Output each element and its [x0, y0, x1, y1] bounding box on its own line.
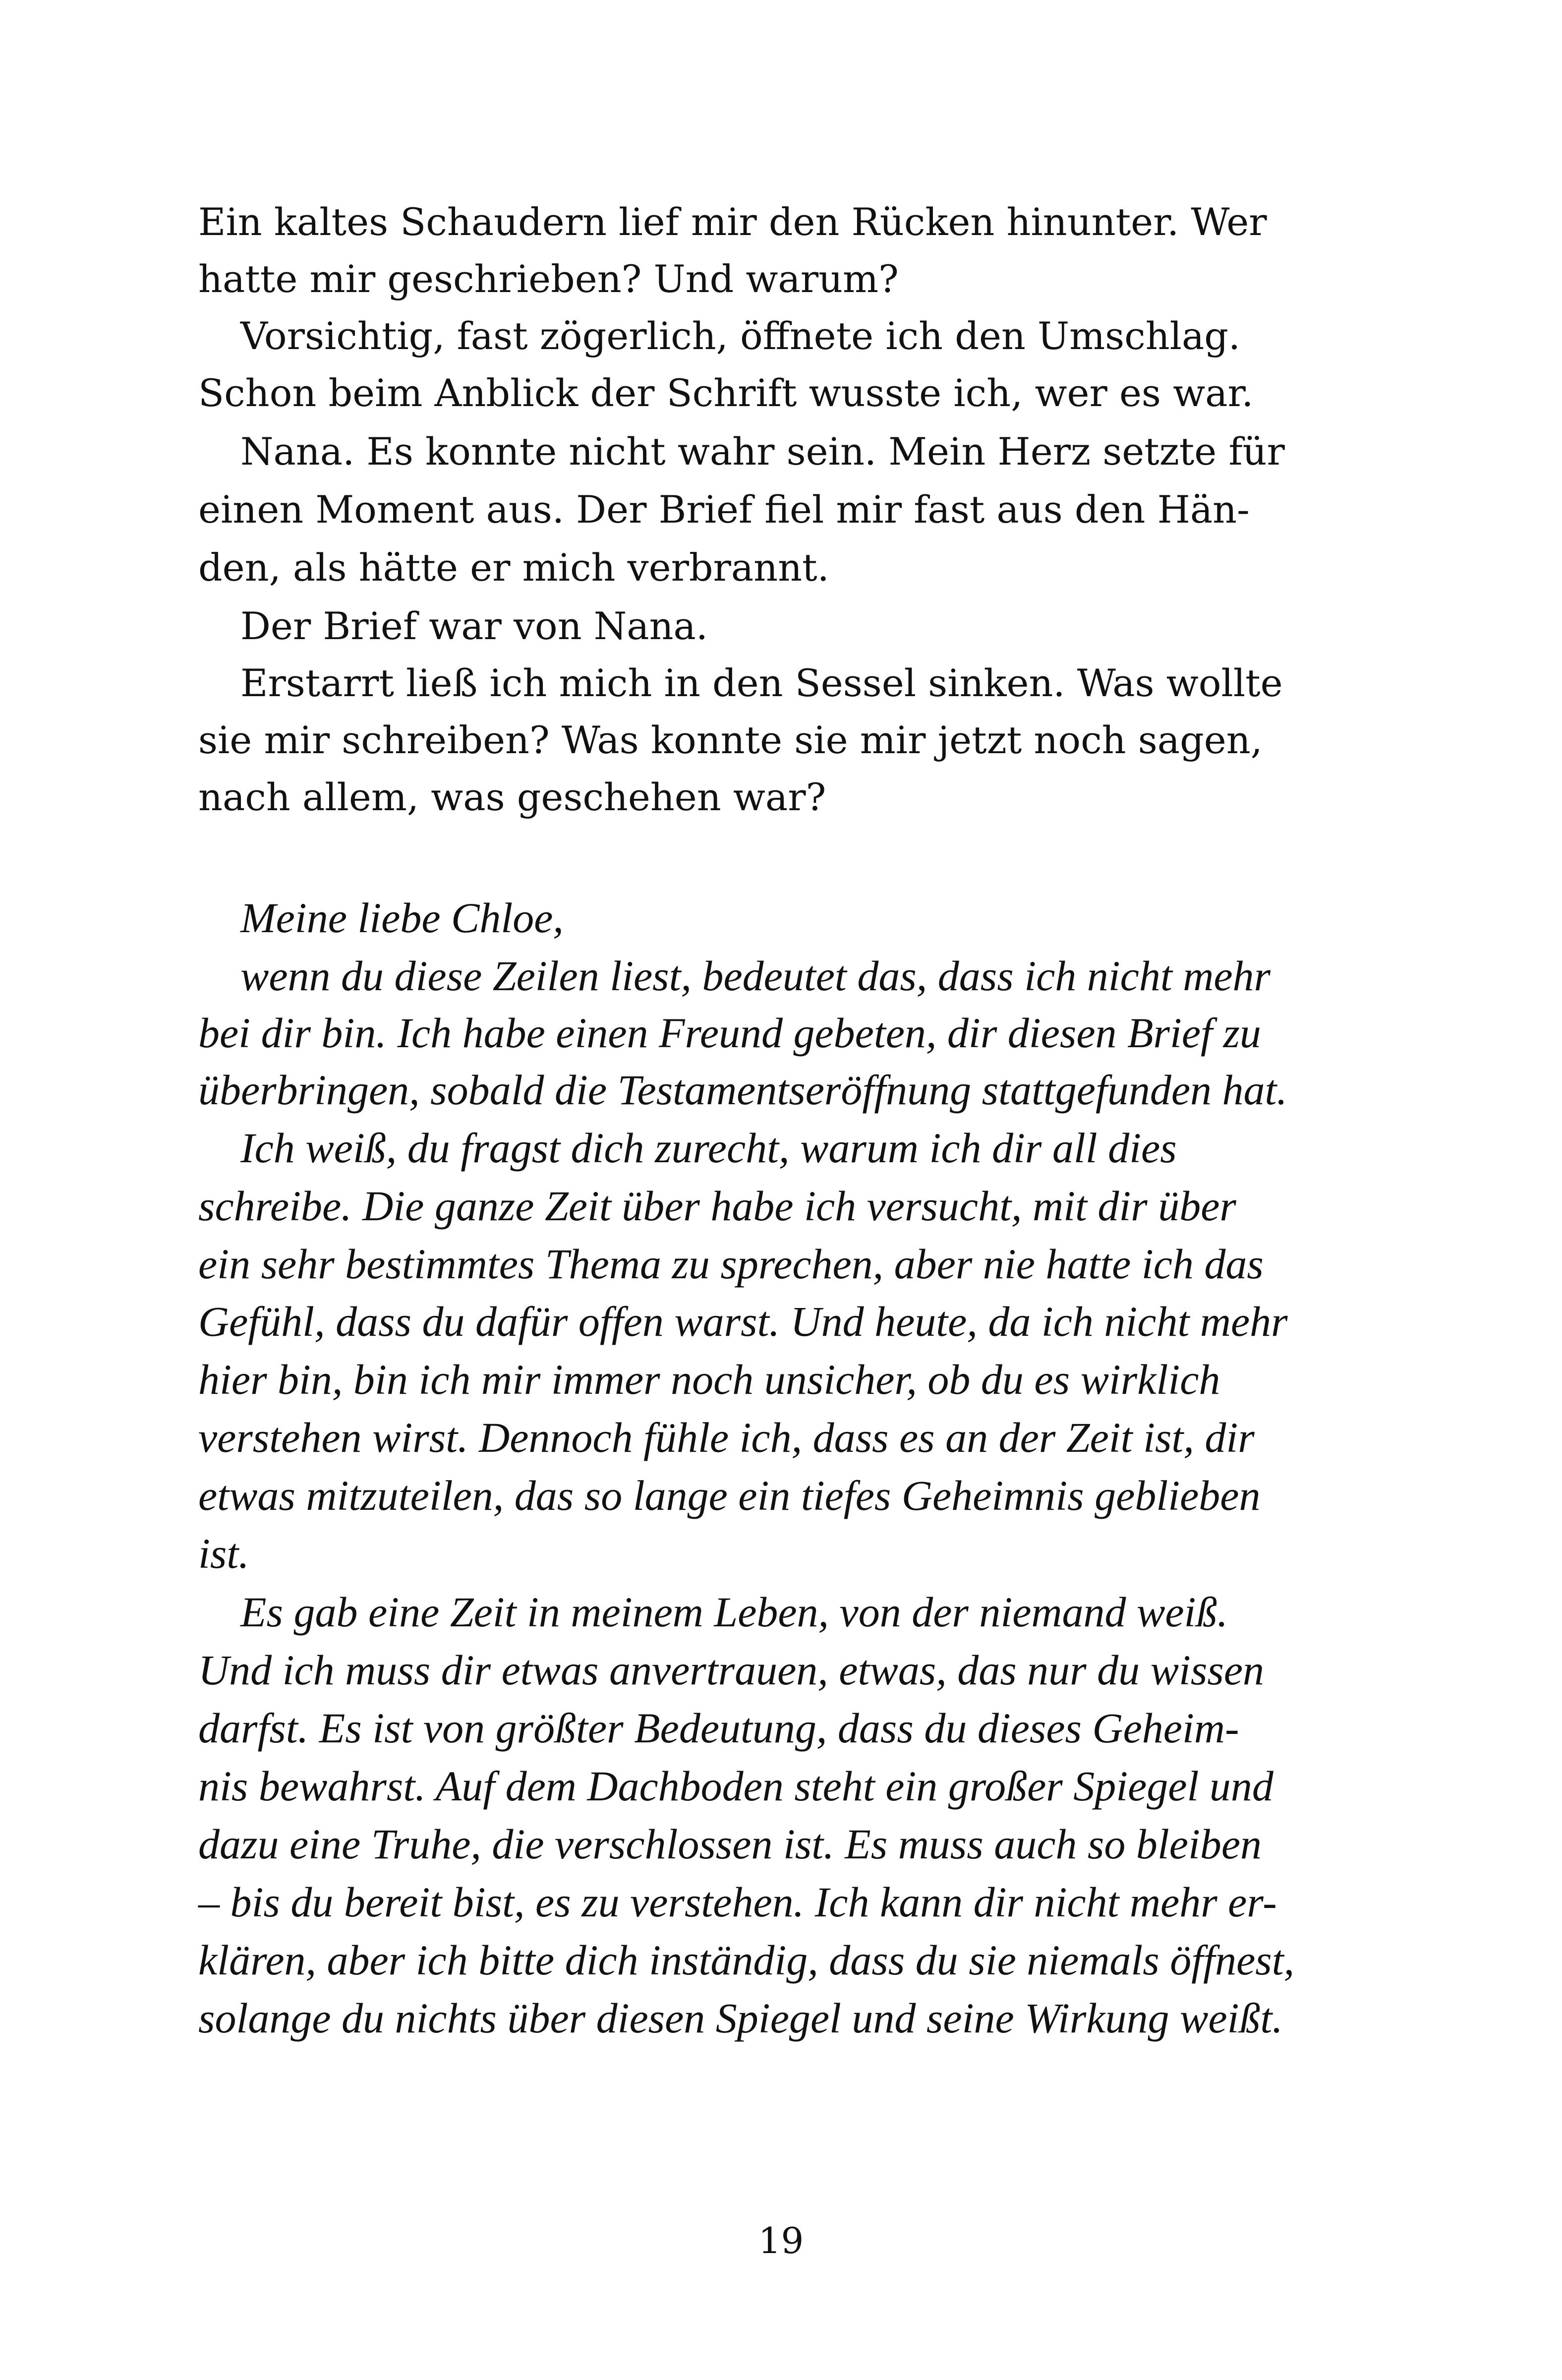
letter-line: etwas mitzuteilen, das so lange ein tiefes Geheimnis geblieben: [198, 1472, 1261, 1519]
narrative-line: sie mir schreiben? Was konnte sie mir jetzt noch sagen,: [198, 718, 1263, 762]
narrative-line: hatte mir geschrieben? Und warum?: [198, 257, 899, 301]
narrative-line: Vorsichtig, fast zögerlich, öffnete ich den Umschlag.: [240, 314, 1241, 358]
letter-line: Es gab eine Zeit in meinem Leben, von der niemand weiß.: [240, 1588, 1228, 1636]
narrative-line: den, als hätte er mich verbrannt.: [198, 545, 829, 590]
letter-line: ein sehr bestimmtes Thema zu sprechen, aber nie hatte ich das: [198, 1240, 1264, 1288]
page-number: 19: [758, 2220, 804, 2261]
narrative-line: Nana. Es konnte nicht wahr sein. Mein Herz setzte für: [240, 429, 1285, 474]
narrative-line: Erstarrt ließ ich mich in den Sessel sinken. Was wollte: [240, 661, 1283, 705]
narrative-line: Schon beim Anblick der Schrift wusste ich, wer es war.: [198, 371, 1254, 415]
letter-line: überbringen, sobald die Testamentseröffnung stattgefunden hat.: [198, 1066, 1287, 1114]
letter-salutation: Meine liebe Chloe,: [240, 894, 564, 942]
letter-line: schreibe. Die ganze Zeit über habe ich versucht, mit dir über: [198, 1182, 1236, 1230]
letter-line: wenn du diese Zeilen liest, bedeutet das, dass ich nicht mehr: [240, 952, 1271, 1000]
narrative-line: Ein kaltes Schaudern lief mir den Rücken hinunter. Wer: [198, 200, 1267, 244]
narrative-line: nach allem, was geschehen war?: [198, 775, 826, 819]
letter-line: dazu eine Truhe, die verschlossen ist. Es muss auch so bleiben: [198, 1820, 1262, 1868]
letter-line: bei dir bin. Ich habe einen Freund gebeten, dir diesen Brief zu: [198, 1009, 1261, 1057]
letter-line: darfst. Es ist von größter Bedeutung, dass du dieses Geheim-: [198, 1704, 1239, 1752]
letter-line: nis bewahrst. Auf dem Dachboden steht ein großer Spiegel und: [198, 1762, 1273, 1810]
letter-line: – bis du bereit bist, es zu verstehen. Ich kann dir nicht mehr er-: [198, 1878, 1277, 1926]
letter-line: Gefühl, dass du dafür offen warst. Und heute, da ich nicht mehr: [198, 1298, 1288, 1345]
letter-line: ist.: [198, 1530, 249, 1577]
letter-line: Ich weiß, du fragst dich zurecht, warum ich dir all dies: [240, 1124, 1177, 1172]
letter-line: verstehen wirst. Dennoch fühle ich, dass es an der Zeit ist, dir: [198, 1414, 1255, 1461]
letter-line: solange du nichts über diesen Spiegel und seine Wirkung weißt.: [198, 1994, 1283, 2042]
letter-line: Und ich muss dir etwas anvertrauen, etwas, das nur du wissen: [198, 1646, 1264, 1694]
narrative-line: Der Brief war von Nana.: [240, 604, 708, 648]
letter-line: hier bin, bin ich mir immer noch unsicher, ob du es wirklich: [198, 1356, 1220, 1403]
narrative-line: einen Moment aus. Der Brief fiel mir fast aus den Hän-: [198, 487, 1250, 532]
letter-line: klären, aber ich bitte dich inständig, dass du sie niemals öffnest,: [198, 1936, 1295, 1984]
